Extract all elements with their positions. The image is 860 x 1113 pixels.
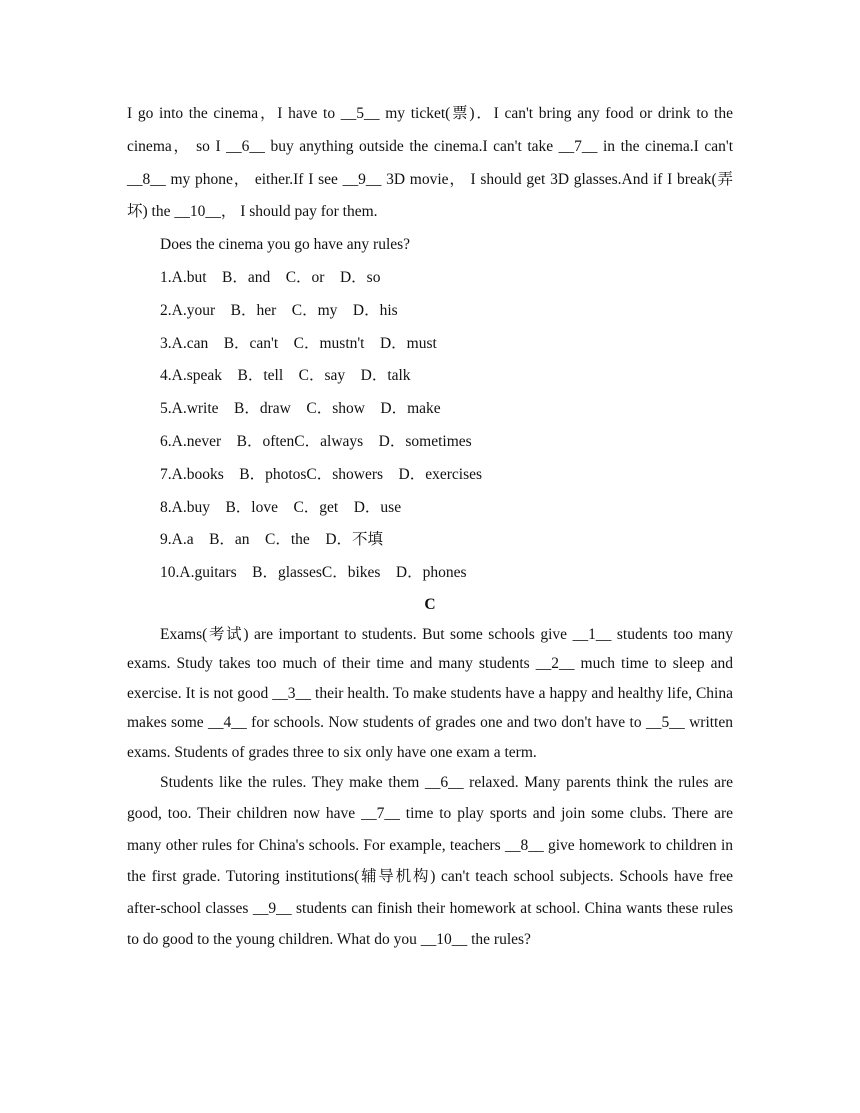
option-row: 7.A.books B．photosC．showers D．exercises — [160, 465, 483, 483]
option-row: 6.A.never B．oftenC．always D．sometimes — [160, 432, 472, 450]
option-row: 9.A.a B．an C．the D．不填 — [160, 531, 384, 549]
option-row: 5.A.write B．draw C．show D．make — [160, 400, 441, 418]
option-row: 8.A.buy B．love C．get D．use — [160, 498, 402, 516]
passage-b-question: Does the cinema you go have any rules? — [160, 236, 411, 254]
option-row: 4.A.speak B．tell C．say D．talk — [160, 367, 411, 385]
passage-b-paragraph: I go into the cinema，I have to __5__ my ticket(票)．I can't bring any food or drink to the cinema， so I __6__ buy anything outside the cinema.I can't take __7__ in the cinema.I can't __8__ my phone， either.If I see __9__ 3D movie， I should get 3D glasses.And if I break(弄坏) the __10__， I should pay for them. — [127, 105, 733, 221]
option-row: 2.A.your B．her C．my D．his — [160, 301, 398, 319]
passage-c-paragraph-2: Students like the rules. They make them __6__ relaxed. Many parents think the rules are good, too. Their children now have __7__ time to play sports and join some clubs. There are many other rules for China's schools. For example, teachers __8__ give homework to children in the first grade. Tutoring institutions(辅导机构) can't teach school subjects. Schools have free after‑school classes __9__ students can finish their homework at school. China wants these rules to do good to the young children. What do you __10__ the rules? — [127, 773, 733, 949]
option-row: 1.A.but B．and C．or D．so — [160, 268, 381, 286]
document-page — [127, 98, 733, 956]
option-row: 3.A.can B．can't C．mustn't D．must — [160, 334, 437, 352]
section-heading: C — [424, 595, 436, 613]
passage-c-paragraph-1: Exams(考试) are important to students. But some schools give __1__ students too many exams. Study takes too much of their time and many students __2__ much time to sleep and exercise. It is not good __3__ their health. To make students have a happy and healthy life, China makes some __4__ for schools. Now students of grades one and two don't have to __5__ written exams. Students of grades three to six only have one exam a term. — [127, 625, 733, 761]
options-list-b — [127, 262, 733, 590]
option-row: 10.A.guitars B．glassesC．bikes D．phones — [160, 564, 467, 582]
passage-c — [127, 620, 733, 956]
